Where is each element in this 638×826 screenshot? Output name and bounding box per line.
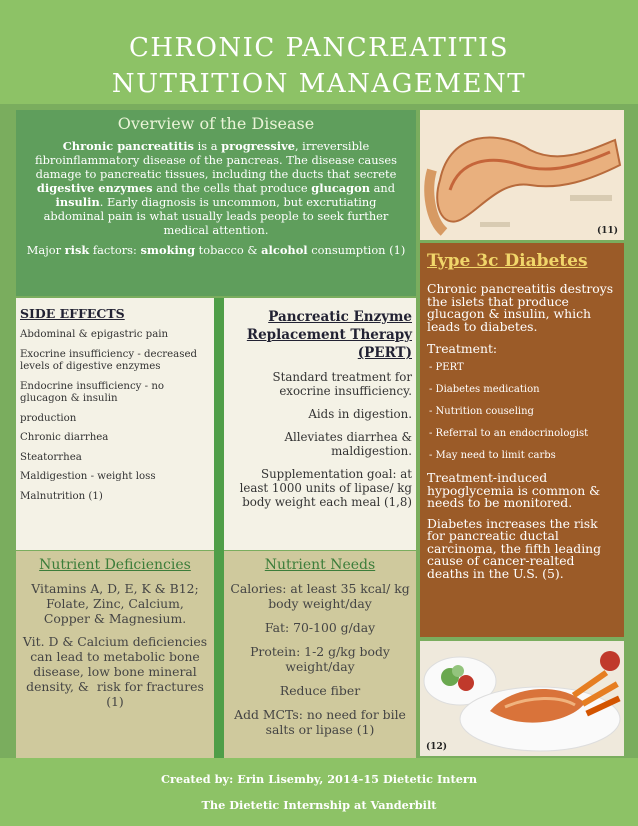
image-citation: (11) bbox=[596, 226, 618, 236]
pert-section bbox=[224, 298, 416, 550]
footer-institution: The Dietetic Internship at Vanderbilt bbox=[201, 798, 437, 812]
nutrient-needs-section bbox=[224, 551, 416, 758]
pancreas-illustration-icon bbox=[420, 110, 624, 240]
page-footer bbox=[0, 758, 638, 826]
page-title-line2: NUTRITION MANAGEMENT bbox=[111, 69, 527, 99]
treatment-item: - Referral to an endocrinologist bbox=[429, 428, 589, 439]
page-title-line1: CHRONIC PANCREATITIS bbox=[128, 33, 510, 63]
treatment-item: - May need to limit carbs bbox=[429, 450, 556, 461]
side-effect-item: Endocrine insufficiency - no glucagon & insulin bbox=[20, 380, 165, 404]
page-header bbox=[0, 0, 638, 104]
term-smoking: smoking bbox=[140, 243, 196, 257]
image-citation: (12) bbox=[426, 742, 448, 752]
risk-text: consumption (1) bbox=[307, 243, 406, 257]
deficiencies-bone: Vit. D & Calcium deficiencies can lead to metabolic bone disease, low bone mineral density, & risk for fractures (1) bbox=[22, 634, 208, 709]
side-effect-item: Chronic diarrhea bbox=[20, 432, 109, 443]
treatment-list bbox=[427, 362, 618, 461]
risk-text: tobacco & bbox=[195, 243, 262, 257]
meal-image bbox=[420, 641, 624, 756]
type3c-cancer-risk: Diabetes increases the risk for pancreatic ductal carcinoma, the fifth leading cause of cancer-realted deaths in the U.S. (5). bbox=[427, 515, 602, 581]
deficiencies-heading: Nutrient Deficiencies bbox=[39, 557, 191, 573]
nutrient-deficiencies-section bbox=[16, 551, 214, 758]
pert-item: Supplementation goal: at least 1000 units of lipase/ kg body weight each meal (1,8) bbox=[239, 467, 412, 509]
term-glucagon: glucagon bbox=[311, 181, 371, 195]
treatment-item: - Diabetes medication bbox=[429, 384, 540, 395]
overview-text: and bbox=[370, 181, 396, 195]
overview-section bbox=[16, 110, 416, 296]
term-risk: risk bbox=[64, 243, 90, 257]
type3c-heading: Type 3c Diabetes bbox=[427, 251, 588, 271]
needs-item: Protein: 1-2 g/kg body weight/day bbox=[250, 644, 390, 674]
salmon-meal-icon bbox=[420, 641, 624, 756]
risk-factors bbox=[26, 243, 406, 257]
overview-text: and the cells that produce bbox=[152, 181, 312, 195]
type3c-intro: Chronic pancreatitis destroys the islets that produce glucagon & insulin, which leads to diabetes. bbox=[427, 281, 614, 334]
footer-credit: Created by: Erin Lisemby, 2014-15 Dietetic Intern bbox=[160, 772, 478, 786]
term-progressive: progressive bbox=[221, 139, 295, 153]
needs-item: Add MCTs: no need for bile salts or lipase (1) bbox=[234, 707, 406, 737]
overview-text: is a bbox=[193, 139, 222, 153]
overview-heading: Overview of the Disease bbox=[117, 114, 315, 133]
pert-item: Alleviates diarrhea & maldigestion. bbox=[284, 430, 412, 458]
side-effect-item: Malnutrition (1) bbox=[20, 490, 103, 502]
term-chronic-pancreatitis: Chronic pancreatitis bbox=[62, 139, 194, 153]
overview-paragraph bbox=[26, 139, 406, 237]
term-insulin: insulin bbox=[55, 195, 100, 209]
pert-heading: Pancreatic Enzyme Replacement Therapy (PERT) bbox=[246, 309, 412, 361]
needs-item: Fat: 70-100 g/day bbox=[264, 620, 376, 635]
needs-item: Calories: at least 35 kcal/ kg body weight/day bbox=[230, 581, 410, 611]
term-alcohol: alcohol bbox=[261, 243, 308, 257]
needs-item: Reduce fiber bbox=[279, 683, 361, 698]
pancreas-image bbox=[420, 110, 624, 240]
deficiencies-vitamins: Vitamins A, D, E, K & B12; Folate, Zinc, Calcium, Copper & Magnesium. bbox=[31, 581, 199, 626]
side-effect-item: Steatorrhea bbox=[20, 451, 82, 463]
overview-text: . Early diagnosis is uncommon, but excrutiating abdominal pain is what usually leads people to seek further medical attention. bbox=[43, 195, 389, 237]
treatment-item: - Nutrition couseling bbox=[429, 406, 534, 417]
side-effect-item: Maldigestion - weight loss bbox=[20, 471, 156, 482]
treatment-label: Treatment: bbox=[427, 341, 498, 356]
side-effects-section bbox=[16, 298, 214, 550]
needs-heading: Nutrient Needs bbox=[264, 557, 376, 573]
pert-item: Aids in digestion. bbox=[308, 407, 412, 421]
side-effect-item: Abdominal & epigastric pain bbox=[20, 329, 169, 340]
term-digestive-enzymes: digestive enzymes bbox=[36, 181, 153, 195]
risk-text: Major bbox=[26, 243, 65, 257]
side-effect-item: production bbox=[20, 412, 77, 424]
overview-text: , irreversible fibroinflammatory disease of the pancreas. The disease causes damage to pancreatic tissues, including the ducts that secrete bbox=[35, 139, 397, 181]
side-effects-heading: SIDE EFFECTS bbox=[20, 306, 125, 321]
risk-text: factors: bbox=[89, 243, 141, 257]
side-effect-item: Exocrine insufficiency - decreased levels of digestive enzymes bbox=[20, 348, 198, 372]
pert-item: Standard treatment for exocrine insufficiency. bbox=[272, 370, 412, 398]
type3c-hypoglycemia: Treatment-induced hypoglycemia is common & needs to be monitored. bbox=[427, 470, 601, 510]
treatment-item: - PERT bbox=[429, 362, 464, 373]
column-divider bbox=[214, 298, 224, 758]
type3c-diabetes-section bbox=[420, 243, 624, 637]
